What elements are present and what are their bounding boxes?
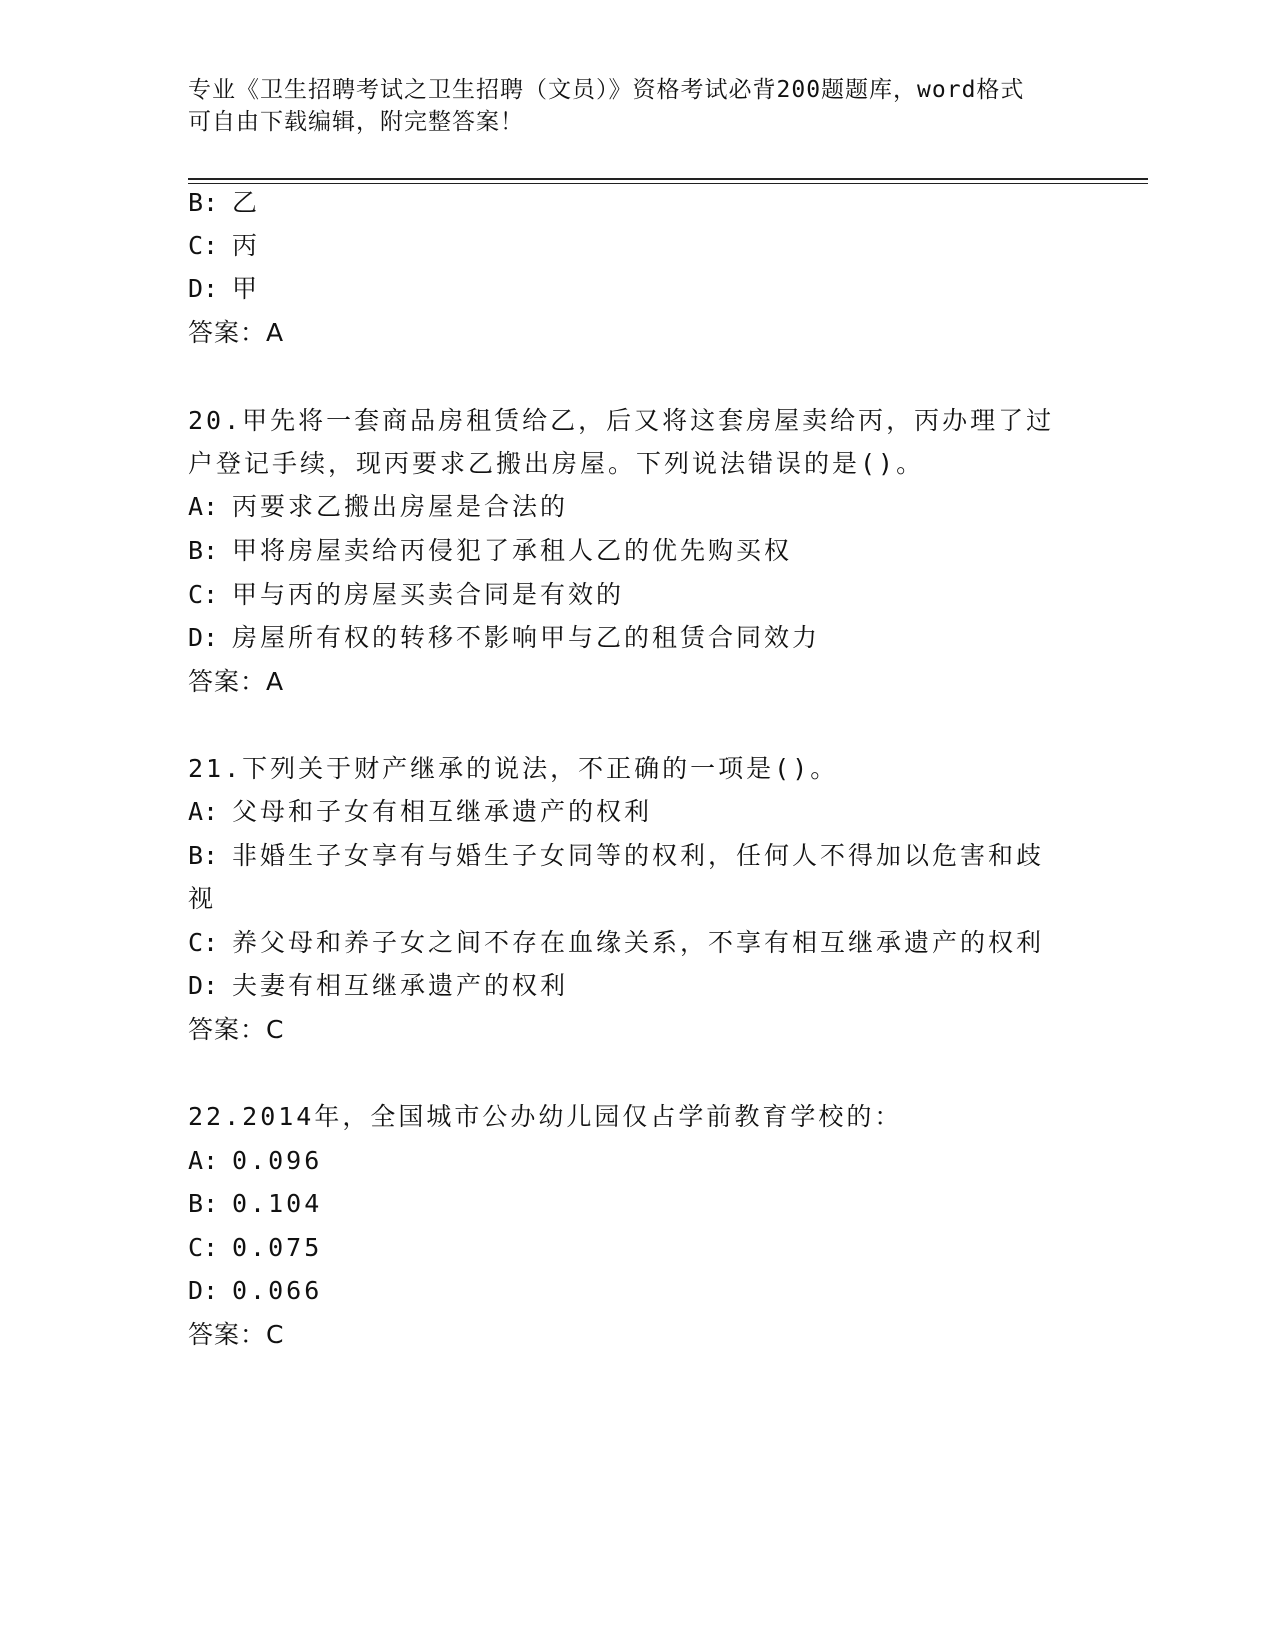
option-label: C: (188, 231, 219, 260)
option-text: 0.096 (232, 1146, 323, 1175)
q19-answer: 答案：A (188, 318, 285, 347)
option-text: 甲将房屋卖给丙侵犯了承租人乙的优先购买权 (232, 536, 793, 565)
option-label: D: (188, 1276, 219, 1305)
header-divider-thick (188, 178, 1148, 180)
q22-stem: 22.2014年，全国城市公办幼儿园仅占学前教育学校的： (188, 1102, 903, 1131)
option-label: D: (188, 971, 219, 1000)
option-text: 父母和子女有相互继承遗产的权利 (232, 797, 653, 826)
document-header (188, 74, 1088, 138)
option-label: A: (188, 797, 219, 826)
option-text: 甲 (232, 274, 261, 303)
option-text: 房屋所有权的转移不影响甲与乙的租赁合同效力 (232, 623, 821, 652)
option-label: C: (188, 928, 219, 957)
header-divider-thin (188, 183, 1148, 184)
option-text: 非婚生子女享有与婚生子女同等的权利，任何人不得加以危害和歧 (232, 841, 1045, 870)
option-label: B: (188, 841, 219, 870)
q22-option-d (188, 1276, 322, 1306)
option-label: C: (188, 580, 219, 609)
header-line-1: 专业《卫生招聘考试之卫生招聘（文员）》资格考试必背200题题库，word格式 (188, 77, 1025, 103)
q22-answer: 答案：C (188, 1320, 285, 1349)
q19-option-d (188, 274, 260, 304)
q19-option-b (188, 188, 260, 218)
q20-stem-line-1: 20.甲先将一套商品房租赁给乙，后又将这套房屋卖给丙，丙办理了过 (188, 406, 1055, 435)
option-text: 0.104 (232, 1189, 323, 1218)
q21-option-b (188, 841, 1044, 871)
q20-stem-line-2: 户登记手续，现丙要求乙搬出房屋。下列说法错误的是()。 (188, 449, 925, 478)
option-label: B: (188, 188, 219, 217)
option-text: 夫妻有相互继承遗产的权利 (232, 971, 569, 1000)
option-label: B: (188, 536, 219, 565)
q21-stem: 21.下列关于财产继承的说法，不正确的一项是()。 (188, 754, 839, 783)
option-text: 丙要求乙搬出房屋是合法的 (232, 492, 569, 521)
q22-option-c (188, 1233, 322, 1263)
header-line-2: 可自由下载编辑，附完整答案！ (188, 109, 524, 135)
q20-answer: 答案：A (188, 667, 285, 696)
option-text: 养父母和养子女之间不存在血缘关系，不享有相互继承遗产的权利 (232, 928, 1045, 957)
q22-option-b (188, 1189, 322, 1219)
q21-option-b-continued (188, 884, 216, 914)
option-text: 视 (188, 884, 217, 913)
q21-answer: 答案：C (188, 1015, 285, 1044)
option-label: C: (188, 1233, 219, 1262)
option-text: 丙 (232, 231, 261, 260)
q21-option-d (188, 971, 568, 1001)
option-label: A: (188, 492, 219, 521)
q20-option-a (188, 492, 568, 522)
q21-option-c (188, 928, 1044, 958)
option-text: 0.075 (232, 1233, 323, 1262)
option-text: 甲与丙的房屋买卖合同是有效的 (232, 580, 625, 609)
option-label: D: (188, 274, 219, 303)
q22-option-a (188, 1146, 322, 1176)
option-label: B: (188, 1189, 219, 1218)
q20-option-b (188, 536, 792, 566)
option-text: 0.066 (232, 1276, 323, 1305)
option-label: A: (188, 1146, 219, 1175)
q19-option-c (188, 231, 260, 261)
q20-option-d (188, 623, 820, 653)
q20-option-c (188, 580, 624, 610)
option-text: 乙 (232, 188, 261, 217)
option-label: D: (188, 623, 219, 652)
q21-option-a (188, 797, 652, 827)
